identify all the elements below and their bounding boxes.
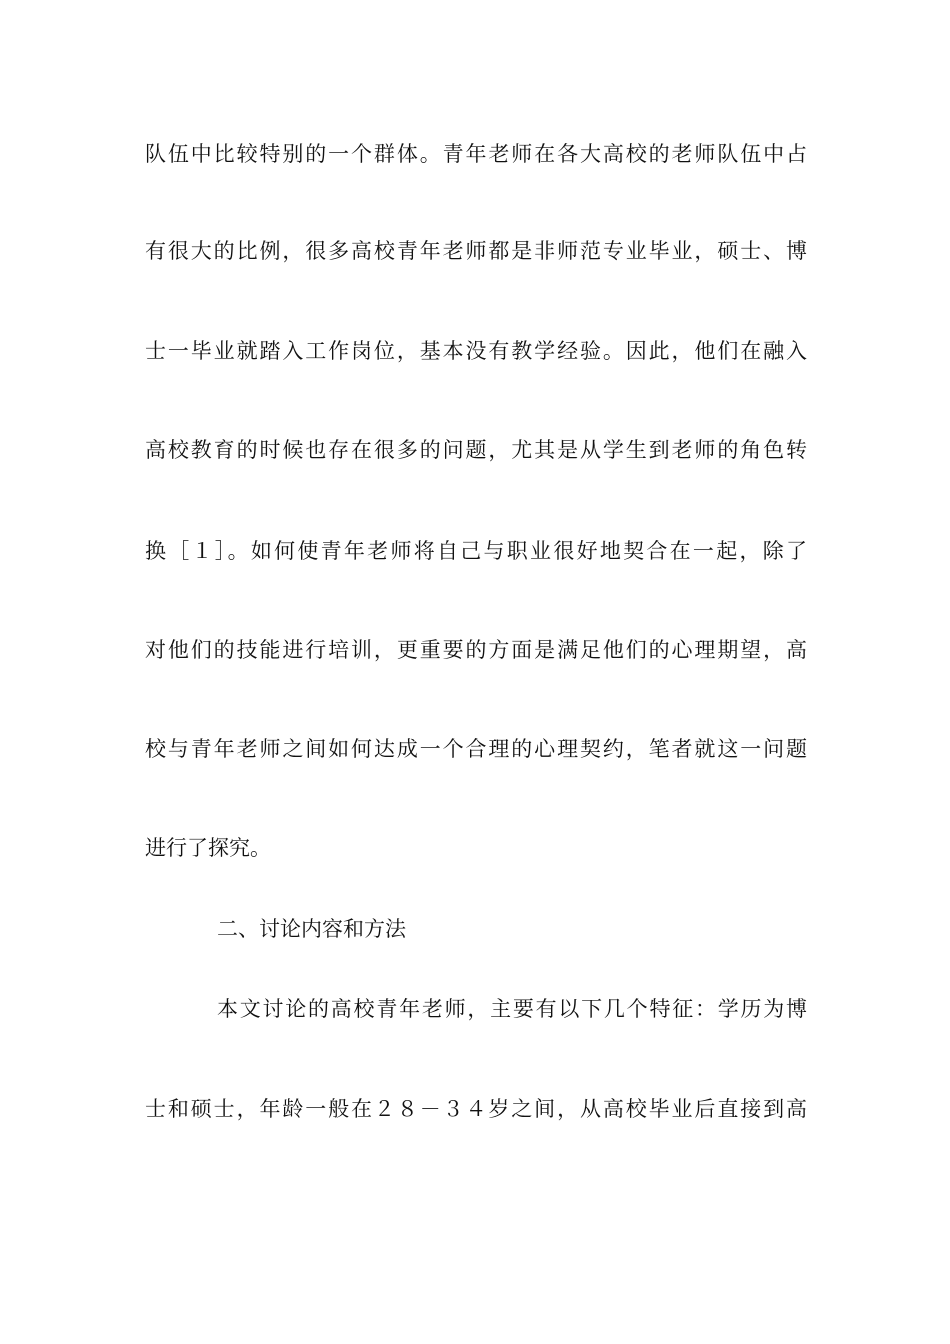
paragraph-line: 高校教育的时候也存在很多的问题，尤其是从学生到老师的角色转 <box>145 438 807 462</box>
paragraph-line-indented: 本文讨论的高校青年老师，主要有以下几个特征：学历为博 <box>217 997 807 1021</box>
section-heading: 二、讨论内容和方法 <box>217 917 406 941</box>
paragraph-line: 校与青年老师之间如何达成一个合理的心理契约，笔者就这一问题 <box>145 737 807 761</box>
paragraph-line: 对他们的技能进行培训，更重要的方面是满足他们的心理期望，高 <box>145 638 807 662</box>
paragraph-line: 有很大的比例，很多高校青年老师都是非师范专业毕业，硕士、博 <box>145 239 807 263</box>
paragraph-line: 士和硕士，年龄一般在２８－３４岁之间，从高校毕业后直接到高 <box>145 1097 807 1121</box>
paragraph-line: 士一毕业就踏入工作岗位，基本没有教学经验。因此，他们在融入 <box>145 339 807 363</box>
paragraph-line: 换［１］。如何使青年老师将自己与职业很好地契合在一起，除了 <box>145 539 807 563</box>
paragraph-line: 队伍中比较特别的一个群体。青年老师在各大高校的老师队伍中占 <box>145 142 807 166</box>
paragraph-line-last: 进行了探究。 <box>145 836 271 860</box>
